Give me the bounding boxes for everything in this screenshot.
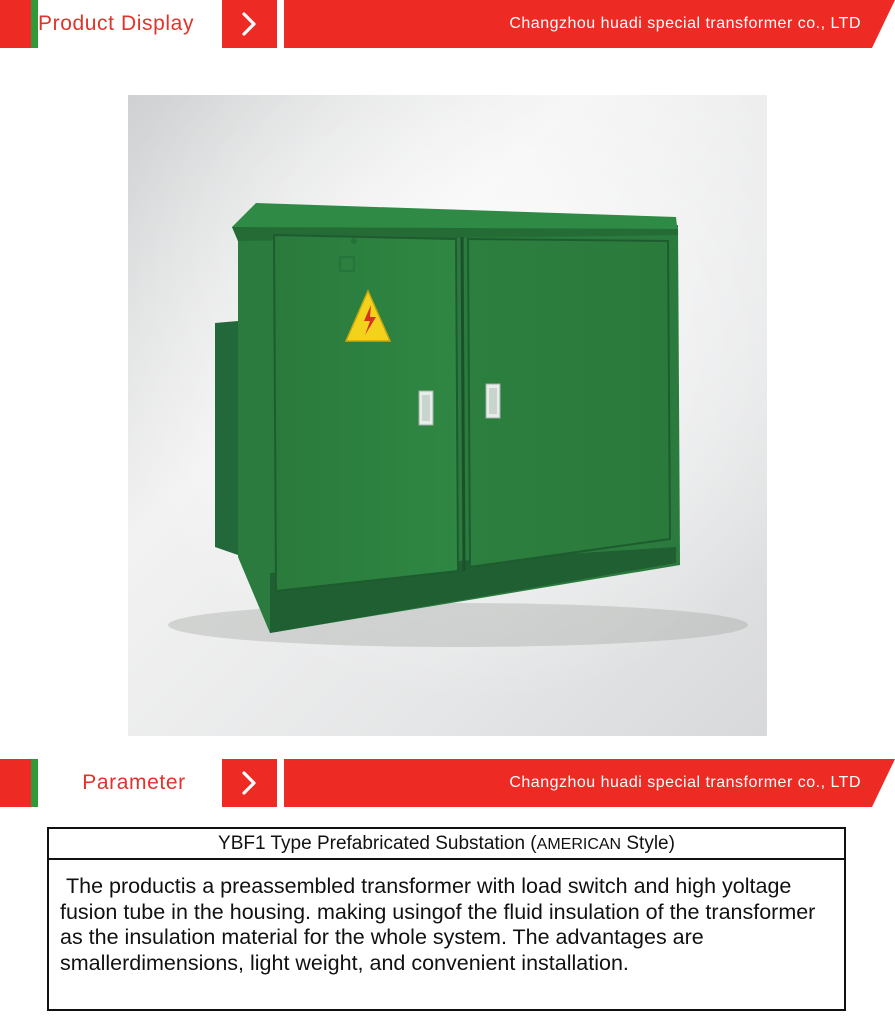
- chevron-right-icon: [222, 759, 277, 807]
- product-display-banner: [0, 0, 895, 48]
- banner-green-accent: [31, 0, 38, 48]
- parameter-description: The productis a preassembled transformer with load switch and high yoltage fusion tube in the housing. making usingof the fluid insulation of the transformer as the insulation material for the whole system. The advantages are smallerdimensions, light weight, and convenient installation.: [60, 874, 816, 975]
- section-title-parameter: Parameter: [38, 759, 220, 807]
- parameter-table: [47, 827, 846, 1011]
- banner-arrow-box: [222, 0, 277, 48]
- product-image: [128, 95, 767, 736]
- parameter-banner: [0, 759, 895, 807]
- banner-red-accent: [0, 759, 31, 807]
- parameter-table-title: [49, 829, 844, 860]
- banner-red-accent: [0, 0, 31, 48]
- section-title-product-display: Product Display: [38, 0, 220, 48]
- company-name: Changzhou huadi special transformer co., LTD: [509, 15, 861, 32]
- title-prefix: YBF1 Type Prefabricated Substation (: [218, 833, 537, 854]
- company-banner: [284, 759, 895, 807]
- banner-green-accent: [31, 759, 38, 807]
- title-style-word: AMERICAN: [536, 836, 622, 853]
- company-name: Changzhou huadi special transformer co., LTD: [509, 774, 861, 791]
- banner-arrow-box: [222, 759, 277, 807]
- company-banner: [284, 0, 895, 48]
- chevron-right-icon: [222, 0, 277, 48]
- title-suffix: Style): [621, 833, 675, 854]
